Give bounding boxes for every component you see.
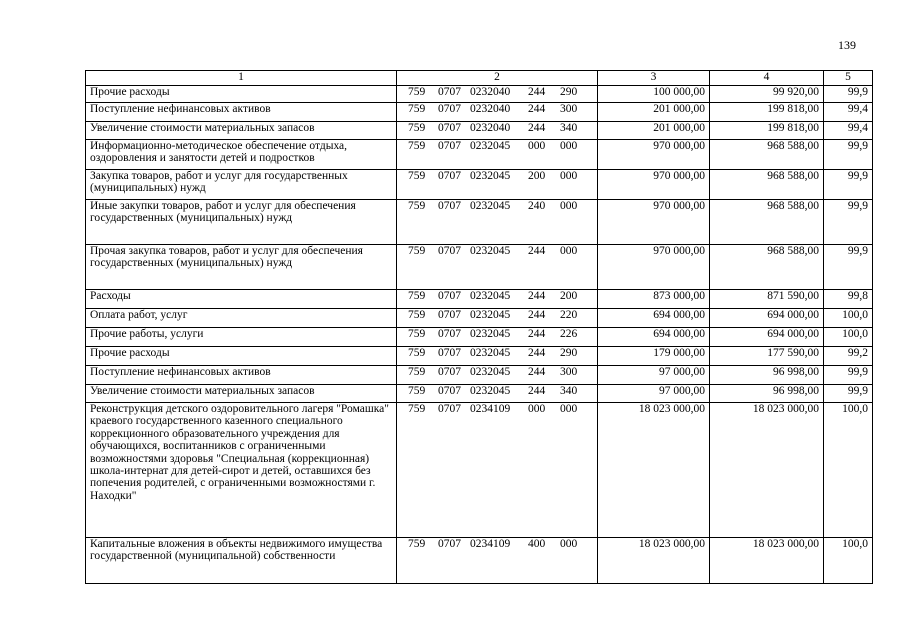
expense-type-code: 000 <box>528 140 546 152</box>
expense-type-code: 244 <box>528 347 546 359</box>
row-codes <box>397 245 598 290</box>
actual-amount: 177 590,00 <box>710 347 824 366</box>
actual-amount: 694 000,00 <box>710 309 824 328</box>
execution-percent: 99,9 <box>824 385 873 403</box>
expense-type-code: 244 <box>528 245 546 257</box>
admin-code: 759 <box>408 122 426 134</box>
section-code: 0707 <box>438 538 461 550</box>
execution-percent: 99,9 <box>824 170 873 200</box>
row-codes <box>397 140 598 170</box>
actual-amount: 96 998,00 <box>710 366 824 385</box>
expense-type-code: 244 <box>528 309 546 321</box>
kosgu-code: 000 <box>560 403 578 415</box>
planned-amount: 873 000,00 <box>598 290 710 309</box>
expense-type-code: 244 <box>528 366 546 378</box>
execution-percent: 99,9 <box>824 245 873 290</box>
table-row <box>86 366 873 385</box>
execution-percent: 99,4 <box>824 103 873 122</box>
expense-type-code: 000 <box>528 403 546 415</box>
kosgu-code: 200 <box>560 290 578 302</box>
row-name: Информационно-методическое обеспечение отдыха, оздоровления и занятости детей и подростков <box>86 140 397 170</box>
section-code: 0707 <box>438 245 461 257</box>
admin-code: 759 <box>408 245 426 257</box>
execution-percent: 100,0 <box>824 403 873 538</box>
target-article-code: 0232045 <box>470 245 511 257</box>
expense-type-code: 240 <box>528 200 546 212</box>
table-row <box>86 245 873 290</box>
target-article-code: 0232045 <box>470 140 511 152</box>
kosgu-code: 220 <box>560 309 578 321</box>
planned-amount: 100 000,00 <box>598 86 710 103</box>
actual-amount: 96 998,00 <box>710 385 824 403</box>
planned-amount: 179 000,00 <box>598 347 710 366</box>
row-name: Поступление нефинансовых активов <box>86 366 397 385</box>
execution-percent: 99,2 <box>824 347 873 366</box>
row-codes <box>397 403 598 538</box>
execution-percent: 100,0 <box>824 328 873 347</box>
row-name: Прочие работы, услуги <box>86 328 397 347</box>
actual-amount: 199 818,00 <box>710 122 824 140</box>
expense-type-code: 400 <box>528 538 546 550</box>
row-codes <box>397 122 598 140</box>
actual-amount: 18 023 000,00 <box>710 403 824 538</box>
table-row <box>86 122 873 140</box>
section-code: 0707 <box>438 290 461 302</box>
planned-amount: 201 000,00 <box>598 122 710 140</box>
kosgu-code: 226 <box>560 328 578 340</box>
target-article-code: 0234109 <box>470 403 511 415</box>
section-code: 0707 <box>438 385 461 397</box>
section-code: 0707 <box>438 366 461 378</box>
table-row <box>86 290 873 309</box>
row-name: Прочая закупка товаров, работ и услуг для обеспечения государственных (муниципальных) нужд <box>86 245 397 290</box>
table-row <box>86 403 873 538</box>
execution-percent: 100,0 <box>824 538 873 584</box>
table-row <box>86 103 873 122</box>
planned-amount: 970 000,00 <box>598 245 710 290</box>
table-row <box>86 347 873 366</box>
expense-type-code: 244 <box>528 290 546 302</box>
section-code: 0707 <box>438 103 461 115</box>
section-code: 0707 <box>438 86 461 98</box>
admin-code: 759 <box>408 140 426 152</box>
execution-percent: 99,4 <box>824 122 873 140</box>
kosgu-code: 000 <box>560 245 578 257</box>
target-article-code: 0232040 <box>470 122 511 134</box>
planned-amount: 97 000,00 <box>598 385 710 403</box>
section-code: 0707 <box>438 170 461 182</box>
row-name: Прочие расходы <box>86 86 397 103</box>
kosgu-code: 340 <box>560 385 578 397</box>
actual-amount: 199 818,00 <box>710 103 824 122</box>
kosgu-code: 340 <box>560 122 578 134</box>
execution-percent: 99,9 <box>824 86 873 103</box>
admin-code: 759 <box>408 103 426 115</box>
admin-code: 759 <box>408 347 426 359</box>
header-col-4: 4 <box>710 71 824 86</box>
actual-amount: 968 588,00 <box>710 245 824 290</box>
target-article-code: 0232045 <box>470 200 511 212</box>
execution-percent: 99,8 <box>824 290 873 309</box>
row-codes <box>397 347 598 366</box>
planned-amount: 18 023 000,00 <box>598 403 710 538</box>
section-code: 0707 <box>438 328 461 340</box>
expense-type-code: 200 <box>528 170 546 182</box>
target-article-code: 0232045 <box>470 170 511 182</box>
admin-code: 759 <box>408 403 426 415</box>
actual-amount: 694 000,00 <box>710 328 824 347</box>
table-row <box>86 140 873 170</box>
target-article-code: 0232045 <box>470 366 511 378</box>
actual-amount: 968 588,00 <box>710 200 824 245</box>
row-name: Увеличение стоимости материальных запасов <box>86 122 397 140</box>
actual-amount: 968 588,00 <box>710 170 824 200</box>
target-article-code: 0232045 <box>470 347 511 359</box>
execution-percent: 99,9 <box>824 366 873 385</box>
row-name: Расходы <box>86 290 397 309</box>
target-article-code: 0232045 <box>470 290 511 302</box>
table-body <box>86 86 873 584</box>
row-codes <box>397 328 598 347</box>
execution-percent: 99,9 <box>824 200 873 245</box>
expense-type-code: 244 <box>528 385 546 397</box>
row-codes <box>397 366 598 385</box>
table-row <box>86 200 873 245</box>
row-name: Капитальные вложения в объекты недвижимого имущества государственной (муниципальной) собственности <box>86 538 397 584</box>
planned-amount: 970 000,00 <box>598 170 710 200</box>
table-row <box>86 385 873 403</box>
row-codes <box>397 103 598 122</box>
row-codes <box>397 200 598 245</box>
row-codes <box>397 86 598 103</box>
row-name: Поступление нефинансовых активов <box>86 103 397 122</box>
table-header-row <box>86 71 873 86</box>
planned-amount: 970 000,00 <box>598 200 710 245</box>
expense-type-code: 244 <box>528 86 546 98</box>
table-row <box>86 86 873 103</box>
admin-code: 759 <box>408 290 426 302</box>
admin-code: 759 <box>408 366 426 378</box>
target-article-code: 0232040 <box>470 103 511 115</box>
row-name: Прочие расходы <box>86 347 397 366</box>
budget-execution-table <box>85 70 873 584</box>
target-article-code: 0232045 <box>470 328 511 340</box>
planned-amount: 97 000,00 <box>598 366 710 385</box>
kosgu-code: 290 <box>560 347 578 359</box>
header-col-5: 5 <box>824 71 873 86</box>
execution-percent: 99,9 <box>824 140 873 170</box>
section-code: 0707 <box>438 122 461 134</box>
target-article-code: 0234109 <box>470 538 511 550</box>
section-code: 0707 <box>438 403 461 415</box>
target-article-code: 0232045 <box>470 309 511 321</box>
header-col-3: 3 <box>598 71 710 86</box>
kosgu-code: 000 <box>560 538 578 550</box>
actual-amount: 18 023 000,00 <box>710 538 824 584</box>
section-code: 0707 <box>438 200 461 212</box>
row-codes <box>397 538 598 584</box>
table-row <box>86 309 873 328</box>
admin-code: 759 <box>408 170 426 182</box>
planned-amount: 970 000,00 <box>598 140 710 170</box>
kosgu-code: 000 <box>560 140 578 152</box>
planned-amount: 201 000,00 <box>598 103 710 122</box>
admin-code: 759 <box>408 385 426 397</box>
actual-amount: 99 920,00 <box>710 86 824 103</box>
row-name: Увеличение стоимости материальных запасов <box>86 385 397 403</box>
target-article-code: 0232045 <box>470 385 511 397</box>
section-code: 0707 <box>438 347 461 359</box>
row-codes <box>397 170 598 200</box>
section-code: 0707 <box>438 140 461 152</box>
page-number: 139 <box>838 38 856 52</box>
header-col-2: 2 <box>397 71 598 86</box>
table-row <box>86 538 873 584</box>
kosgu-code: 290 <box>560 86 578 98</box>
admin-code: 759 <box>408 538 426 550</box>
planned-amount: 18 023 000,00 <box>598 538 710 584</box>
table-row <box>86 328 873 347</box>
header-col-1: 1 <box>86 71 397 86</box>
actual-amount: 968 588,00 <box>710 140 824 170</box>
row-name: Реконструкция детского оздоровительного лагеря "Ромашка" краевого государственного казенного специального коррекционного образовательного учреждения для обучающихся, воспитанников с ограниченными возможностями здоровья "Специальная (коррекционная) школа-интернат для детей-сирот и детей, оставшихся без попечения родителей, с ограниченными возможностями г. Находки" <box>86 403 397 538</box>
table-row <box>86 170 873 200</box>
admin-code: 759 <box>408 328 426 340</box>
expense-type-code: 244 <box>528 122 546 134</box>
row-codes <box>397 309 598 328</box>
admin-code: 759 <box>408 86 426 98</box>
row-codes <box>397 290 598 309</box>
row-name: Закупка товаров, работ и услуг для государственных (муниципальных) нужд <box>86 170 397 200</box>
row-codes <box>397 385 598 403</box>
row-name: Оплата работ, услуг <box>86 309 397 328</box>
kosgu-code: 000 <box>560 170 578 182</box>
kosgu-code: 300 <box>560 103 578 115</box>
kosgu-code: 300 <box>560 366 578 378</box>
kosgu-code: 000 <box>560 200 578 212</box>
execution-percent: 100,0 <box>824 309 873 328</box>
admin-code: 759 <box>408 309 426 321</box>
admin-code: 759 <box>408 200 426 212</box>
section-code: 0707 <box>438 309 461 321</box>
expense-type-code: 244 <box>528 328 546 340</box>
target-article-code: 0232040 <box>470 86 511 98</box>
actual-amount: 871 590,00 <box>710 290 824 309</box>
planned-amount: 694 000,00 <box>598 309 710 328</box>
row-name: Иные закупки товаров, работ и услуг для обеспечения государственных (муниципальных) нужд <box>86 200 397 245</box>
planned-amount: 694 000,00 <box>598 328 710 347</box>
expense-type-code: 244 <box>528 103 546 115</box>
